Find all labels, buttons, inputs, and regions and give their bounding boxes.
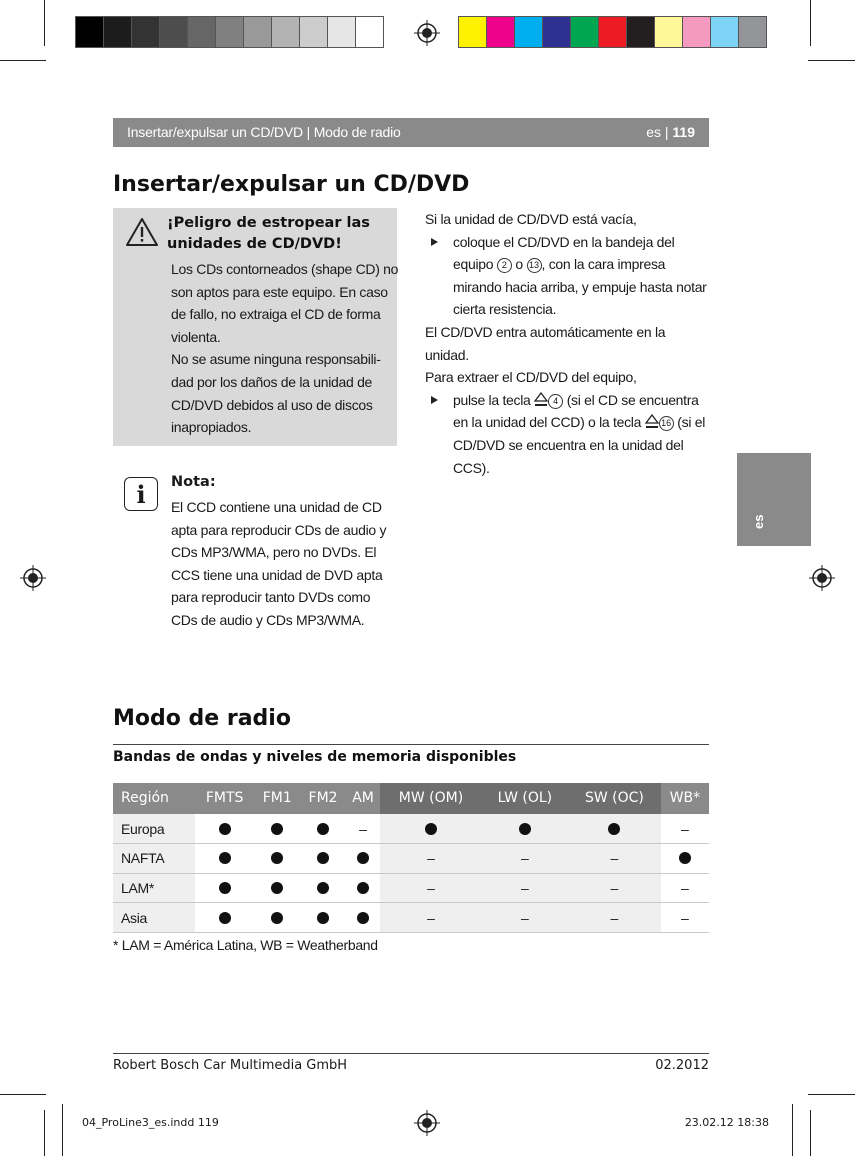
table-row [113,903,709,933]
band-availability-cell [300,903,346,933]
band-availability-cell: – [568,873,661,903]
divider [113,1053,709,1054]
available-dot-icon [357,852,369,864]
band-availability-cell [254,903,300,933]
band-availability-cell: – [568,903,661,933]
warning-paragraph: Los CDs contorneados (shape CD) no son aptos para este equipo. En caso de fallo, no extraiga el CD de forma violenta. [171,261,399,345]
calibration-swatch [327,16,356,48]
table-footnote: * LAM = América Latina, WB = Weatherband [113,937,378,953]
calibration-swatch [355,16,384,48]
band-availability-cell [346,903,380,933]
warning-box [113,208,397,446]
registration-mark-icon [20,565,46,591]
calibration-swatch [570,16,599,48]
band-availability-cell [482,814,568,844]
band-availability-cell [254,814,300,844]
instruction-intro: Si la unidad de CD/DVD está vacía, [425,211,637,227]
calibration-swatch [710,16,739,48]
calibration-swatch [131,16,160,48]
instruction-result: El CD/DVD entra automáticamente en la unidad. [425,323,666,363]
calibration-swatch [271,16,300,48]
divider [113,744,709,745]
language-side-tab [737,453,811,546]
calibration-swatch [626,16,655,48]
band-availability-cell [300,844,346,874]
calibration-swatch [159,16,188,48]
region-cell: Europa [113,814,195,844]
band-availability-cell: – [380,903,482,933]
band-availability-cell [195,873,254,903]
band-availability-cell [254,844,300,874]
calibration-swatch [542,16,571,48]
calibration-swatch [598,16,627,48]
available-dot-icon [271,852,283,864]
available-dot-icon [317,823,329,835]
available-dot-icon [219,912,231,924]
band-availability-cell: – [661,873,709,903]
header-page-info [646,124,695,140]
available-dot-icon [219,852,231,864]
available-dot-icon [271,912,283,924]
region-cell: LAM* [113,873,195,903]
crop-mark [808,1094,855,1095]
available-dot-icon [317,912,329,924]
crop-mark [44,0,45,46]
available-dot-icon [357,882,369,894]
bands-table [113,783,709,933]
calibration-swatch [654,16,683,48]
warning-title: ¡Peligro de estropear las unidades de CD/DVD! [167,215,370,252]
available-dot-icon [219,823,231,835]
table-row [113,844,709,874]
section-title-radio: Modo de radio [113,706,291,731]
calibration-swatch [187,16,216,48]
table-header-cell: SW (OC) [568,783,661,814]
table-header-cell: Región [113,783,195,814]
callout-number: 16 [659,416,674,431]
crop-mark [0,1094,46,1095]
registration-mark-icon [809,565,835,591]
warning-triangle-icon [125,216,159,248]
grayscale-calibration-bar [75,16,383,48]
band-availability-cell [568,814,661,844]
band-availability-cell: – [661,814,709,844]
crop-mark [792,1104,793,1156]
available-dot-icon [679,852,691,864]
band-availability-cell [195,844,254,874]
callout-number: 13 [527,258,542,273]
available-dot-icon [519,823,531,835]
callout-number: 4 [548,394,563,409]
available-dot-icon [608,823,620,835]
table-row [113,814,709,844]
running-header [113,118,709,147]
available-dot-icon [357,912,369,924]
band-availability-cell [346,844,380,874]
crop-mark [62,1104,63,1156]
band-availability-cell: – [346,814,380,844]
table-header-cell: AM [346,783,380,814]
calibration-swatch [75,16,104,48]
available-dot-icon [271,882,283,894]
footer-company: Robert Bosch Car Multimedia GmbH [113,1058,348,1073]
instruction-intro: Para extraer el CD/DVD del equipo, [425,369,637,386]
band-availability-cell: – [482,844,568,874]
band-availability-cell: – [482,873,568,903]
page-number: 119 [672,124,695,140]
crop-mark [808,60,855,61]
table-header-cell: FM1 [254,783,300,814]
band-availability-cell [300,814,346,844]
crop-mark [44,1110,45,1156]
band-availability-cell [195,903,254,933]
band-availability-cell [254,873,300,903]
table-header-cell: LW (OL) [482,783,568,814]
band-availability-cell [346,873,380,903]
band-availability-cell [380,814,482,844]
callout-number: 2 [497,258,512,273]
calibration-swatch [738,16,767,48]
region-cell: Asia [113,903,195,933]
table-row [113,873,709,903]
crop-mark [0,60,46,61]
available-dot-icon [317,852,329,864]
band-availability-cell [300,873,346,903]
registration-mark-icon [414,20,440,46]
print-slug-timestamp: 23.02.12 18:38 [684,1116,769,1129]
band-availability-cell: – [380,844,482,874]
calibration-swatch [458,16,487,48]
note-title: Nota: [171,474,216,490]
band-availability-cell: – [661,903,709,933]
available-dot-icon [219,882,231,894]
calibration-swatch [486,16,515,48]
available-dot-icon [425,823,437,835]
print-slug-file: 04_ProLine3_es.indd 119 [82,1116,219,1129]
header-section-title: Insertar/expulsar un CD/DVD | Modo de radio [127,124,401,140]
calibration-swatch [215,16,244,48]
eject-icon [534,392,548,408]
calibration-swatch [299,16,328,48]
info-icon: i [124,477,158,511]
available-dot-icon [271,823,283,835]
band-availability-cell [195,814,254,844]
band-availability-cell: – [568,844,661,874]
instruction-step-insert: coloque el CD/DVD en la bandeja del equipo 2 o 13 , con la cara impresa mirando hacia arriba, y empuje hasta notar cierta resistencia. [425,231,710,321]
warning-text [171,258,399,439]
band-availability-cell: – [482,903,568,933]
section-title-cd-dvd: Insertar/expulsar un CD/DVD [113,172,470,197]
table-subtitle: Bandas de ondas y niveles de memoria disponibles [113,749,517,765]
crop-mark [810,0,811,46]
calibration-swatch [514,16,543,48]
header-language: es | [646,124,673,140]
registration-mark-icon [414,1110,440,1136]
calibration-swatch [682,16,711,48]
band-availability-cell [661,844,709,874]
calibration-swatch [243,16,272,48]
table-header-cell: FM2 [300,783,346,814]
calibration-swatch [103,16,132,48]
region-cell: NAFTA [113,844,195,874]
note-text: El CCD contiene una unidad de CD apta para reproducir CDs de audio y CDs MP3/WMA, pero no DVDs. El CCS tiene una unidad de DVD apta para reproducir tanto DVDs como CDs de audio y CDs MP3/WMA. [171,499,387,628]
eject-icon [645,414,659,430]
table-header-cell: MW (OM) [380,783,482,814]
color-calibration-bar [458,16,766,48]
instructions-column [425,208,710,479]
instruction-step-eject: pulse la tecla 4 (si el CD se encuentra en la unidad del CCD) o la tecla 16 (si el CD/DVD se encuentra en la unidad del CCS). [425,389,710,479]
band-availability-cell: – [380,873,482,903]
table-header-cell: FMTS [195,783,254,814]
crop-mark [810,1110,811,1156]
footer-date: 02.2012 [655,1058,709,1073]
table-header-row [113,783,709,814]
warning-paragraph: No se asume ninguna responsabili-dad por los daños de la unidad de CD/DVD debidos al uso de discos inapropiados. [171,351,381,436]
table-header-cell: WB* [661,783,709,814]
available-dot-icon [317,882,329,894]
language-tab-label: es [751,514,766,529]
